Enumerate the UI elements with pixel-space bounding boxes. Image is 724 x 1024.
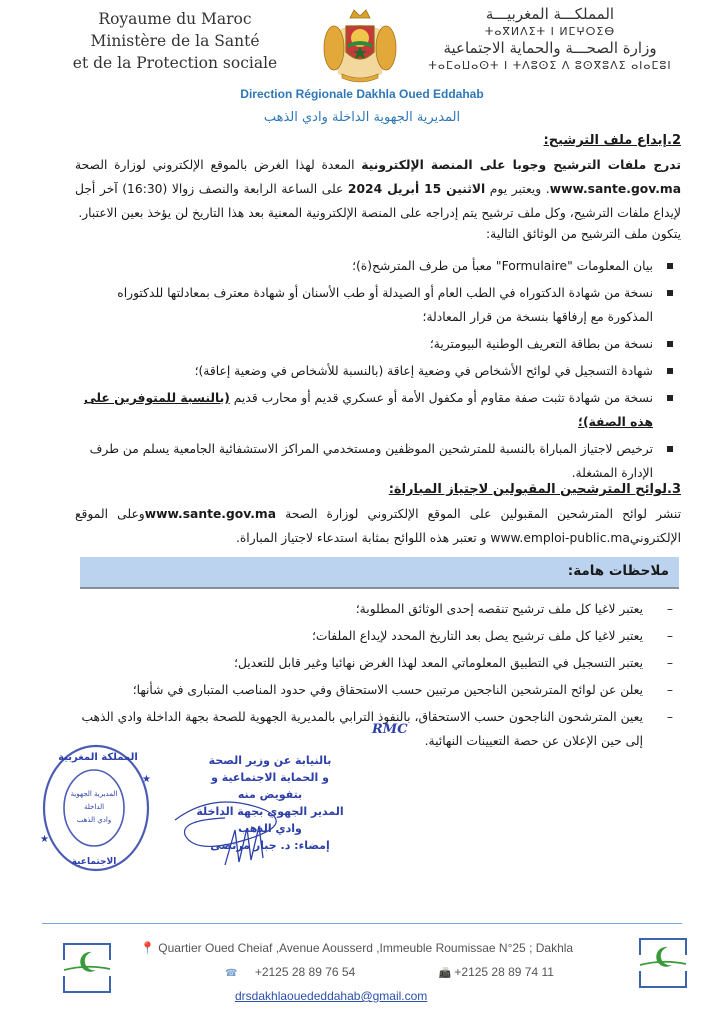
note-text: يعين المترشحون الناجحون حسب الاستحقاق، بالنفوذ الترابي بالمديرية الجهوية للصحة بجهة الداخلة وادي الذهب إلى حين الإعلان عن حصة التعيينات النهائية.: [81, 710, 643, 748]
header-tifinagh-ministry: ⵜⴰⵎⴰⵡⴰⵙⵜ ⵏ ⵜⴷⵓⵙⵉ ⴷ ⵓⵙⴳⵓⴷⵉ ⴰⵏⴰⵎⵓⵏ: [428, 59, 672, 72]
dash-icon: –: [666, 683, 673, 697]
list-item: [75, 651, 681, 675]
bullet-square-icon: [667, 395, 673, 401]
documents-list: [75, 254, 681, 488]
handwritten-signature: [155, 780, 315, 880]
notes-title: ملاحظات هامة:: [567, 563, 669, 579]
stamp-bottom-text: الاجتماعية: [71, 857, 117, 867]
section-3-paragraph: [75, 502, 681, 550]
footer-divider: [42, 923, 682, 924]
footer-phones: [225, 965, 605, 979]
bullet-square-icon: [667, 263, 673, 269]
note-text: يعتبر التسجيل في التطبيق المعلوماتي المعد لهذا الغرض نهائيا وغير قابل للتعديل؛: [234, 656, 643, 670]
official-stamp: [38, 742, 151, 872]
header-fr-line: Ministère de la Santé: [90, 32, 260, 50]
note-text: يعتبر لاغيا كل ملف ترشيح يصل بعد التاريخ المحدد لإيداع الملفات؛: [312, 629, 643, 643]
ministry-header-fr: [60, 8, 290, 74]
footer-address: [140, 941, 600, 955]
address-text: Quartier Oued Cheiaf ,Avenue Aousserd ,Immeuble Roumissae N°25 ; Dakhla: [158, 941, 574, 955]
star-icon: ★: [40, 834, 49, 845]
section-3-title: 3.لوائح المترشحين المقبولين لاجتياز المباراة:: [388, 482, 681, 497]
list-item: [75, 624, 681, 648]
stamp-inner-text: الداخلة: [83, 803, 105, 811]
header-fr-line: et de la Protection sociale: [72, 54, 278, 72]
footer-logo-left: [62, 942, 112, 994]
doc-text: نسخة من شهادة الدكتوراه في الطب العام أو الصيدلة أو طب الأسنان أو شهادة معترف بمعادلتها للدكتوراه المذكورة مع إرفاقها بنسخة من قرار المعادلة؛: [117, 286, 653, 324]
phone-icon: ☎: [225, 968, 238, 979]
doc-condition: (بالنسبة للمتوفرين على هذه الصفة)؛: [83, 391, 653, 429]
list-item: [75, 678, 681, 702]
stamp-outer-text: المملكة المغربية: [58, 752, 138, 763]
footer-logo-right: [638, 937, 688, 989]
phone-number: +2125 28 89 76 54: [254, 965, 356, 979]
bullet-square-icon: [667, 446, 673, 452]
stamp-inner-text: وادي الذهب: [76, 816, 112, 824]
direction-title-ar: المديرية الجهوية الداخلة وادي الذهب: [263, 110, 461, 125]
list-item: [75, 386, 681, 434]
para-text: المعدة لهذا الغرض بالموقع الإلكتروني لوزارة الصحة: [75, 158, 362, 172]
signature-line: إمضاء: د. جبار مرتضى: [210, 839, 330, 852]
para-bold-lead: تدرج ملفات الترشيح وجوبا على المنصة الإلكترونية: [361, 158, 681, 172]
doc-text: نسخة من شهادة تثبت صفة مقاوم أو مكفول الأمة أو عسكري قديم أو محارب قديم: [229, 391, 653, 405]
dash-icon: –: [666, 629, 673, 643]
signature-line: المدير الجهوي بجهة الداخلة وادي الذهب: [196, 805, 344, 835]
ministry-header-ar: [420, 6, 680, 74]
list-item: [75, 437, 681, 485]
sante-url[interactable]: www.sante.gov.ma: [144, 507, 277, 521]
doc-text: ترخيص لاجتياز المباراة بالنسبة للمترشحين الموظفين ومستخدمي المراكز الاستشفائية الجامعية يسلم من طرف الإدارة المشغلة.: [89, 442, 653, 480]
doc-text: شهادة التسجيل في لوائح الأشخاص في وضعية إعاقة (بالنسبة للأشخاص في وضعية إعاقة)؛: [194, 364, 653, 378]
doc-text: نسخة من بطاقة التعريف الوطنية البيومترية؛: [429, 337, 653, 351]
list-item: [75, 281, 681, 329]
note-text: يعتبر لاغيا كل ملف ترشيح تنقصه إحدى الوثائق المطلوبة؛: [355, 602, 643, 616]
header-fr-line: Royaume du Maroc: [98, 10, 252, 28]
header-tifinagh-kingdom: ⵜⴰⴳⵍⴷⵉⵜ ⵏ ⵍⵎⵖⵔⵉⴱ: [484, 25, 616, 38]
signature-line: بالنيابة عن وزير الصحة: [208, 754, 332, 767]
section-2-paragraph: [75, 153, 681, 225]
fax-number: +2125 28 89 74 11: [454, 965, 554, 979]
para-text: على الساعة الرابعة والنصف زوالا (16:30) آخر أجل لإيداع ملفات الترشيح، وكل ملف ترشيح يتم إدراجه على المنصة الإلكترونية المعنية بعد هذا التاريخ لن يؤخذ بعين الاعتبار.: [75, 182, 681, 220]
handwritten-initials: RMC: [372, 722, 408, 737]
bullet-square-icon: [667, 290, 673, 296]
direction-title-fr: Direction Régionale Dakhla Oued Eddahab: [240, 87, 484, 101]
para-text: وعلى الموقع الإلكتروني: [75, 507, 681, 545]
fax-icon: 📠: [438, 968, 452, 979]
dash-icon: –: [666, 656, 673, 670]
list-item: [75, 254, 681, 278]
documents-intro: يتكون ملف الترشيح من الوثائق التالية:: [486, 227, 681, 241]
bullet-square-icon: [667, 368, 673, 374]
header-ar-kingdom: المملكـــة المغربيـــة: [485, 5, 615, 23]
para-text: . ويعتبر يوم: [485, 182, 550, 196]
note-text: يعلن عن لوائح المترشحين الناجحين مرتبين حسب الاستحقاق وفي حدود المناصب المتبارى في شأنها؛: [132, 683, 643, 697]
emploi-public-url[interactable]: www.emploi-public.ma: [490, 531, 630, 545]
signature-line: و الحماية الاجتماعية و بتفويض منه: [211, 771, 329, 801]
location-pin-icon: 📍: [140, 941, 155, 955]
para-text: و تعتبر هذه اللوائح بمثابة استدعاء لاجتياز المباراة.: [235, 531, 491, 545]
list-item: [75, 597, 681, 621]
footer-email-link[interactable]: drsdakhlaouededdahab@gmail.com: [235, 989, 428, 1003]
deadline-date: الاثنين 15 أبريل 2024: [347, 182, 486, 196]
bullet-square-icon: [667, 341, 673, 347]
header-ar-ministry: وزارة الصحـــة والحماية الاجتماعية: [443, 39, 657, 57]
dash-icon: –: [666, 710, 673, 724]
dash-icon: –: [666, 602, 673, 616]
section-2-title: 2.إيداع ملف الترشيح:: [543, 133, 681, 148]
sante-url[interactable]: www.sante.gov.ma: [549, 182, 681, 196]
stamp-inner-text: المديرية الجهوية: [70, 790, 118, 798]
doc-text: بيان المعلومات "Formulaire" معبأ من طرف المترشح(ة)؛: [352, 259, 653, 273]
important-notes-header: [80, 557, 679, 589]
coat-of-arms-logo: [312, 8, 408, 88]
list-item: [75, 359, 681, 383]
list-item: [75, 332, 681, 356]
para-text: تنشر لوائح المترشحين المقبولين على الموقع الإلكتروني لوزارة الصحة: [276, 507, 681, 521]
star-icon: ★: [142, 774, 151, 785]
